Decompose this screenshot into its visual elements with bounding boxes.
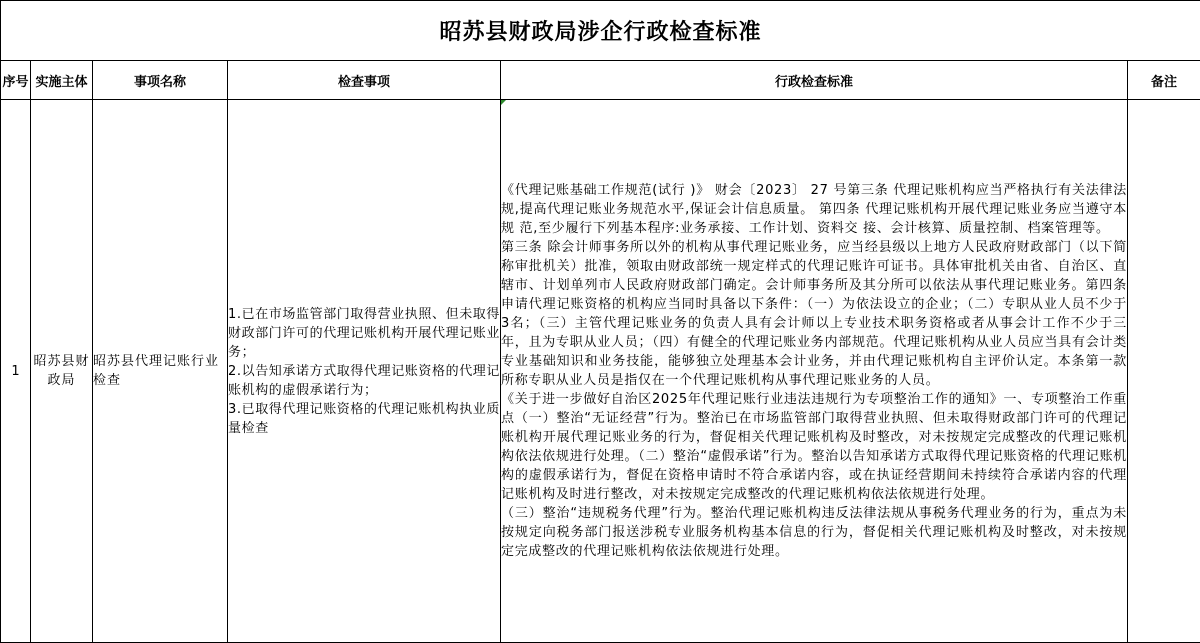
check-item: 2.以告知承诺方式取得代理记账资格的代理记账机构的虚假承诺行为； <box>228 363 501 398</box>
page-title: 昭苏县财政局涉企行政检查标准 <box>1 1 1200 61</box>
header-no: 序号 <box>1 61 31 100</box>
header-check-items: 检查事项 <box>228 61 501 100</box>
standard-paragraph: （三）整治“违规税务代理”行为。整治代理记账机构违反法律法规从事税务代理业务的行为，重点为未按规定向税务部门报送涉税专业服务机构基本信息的行为，督促相关代理记账机构及时整改，对未按规定完成整改的代理记账机构依法依规进行处理。 <box>501 506 1127 559</box>
header-standard: 行政检查标准 <box>501 61 1128 100</box>
standard-paragraph: 《关于进一步做好自治区2025年代理记账行业违法违规行为专项整治工作的通知》一、专项整治工作重点（一）整治“无证经营”行为。整治已在市场监管部门取得营业执照、但未取得财政部门许可的代理记账机构开展代理记账业务的行为，督促相关代理记账机构及时整改，对未按规定完成整改的代理记账机构依法依规进行处理。（二）整治“虚假承诺”行为。整治以告知承诺方式取得代理记账资格的代理记账机构的虚假承诺行为，督促在资格申请时不符合承诺内容，或在执证经营期间未持续符合承诺内容的代理记账机构及时进行整改，对未按规定完成整改的代理记账机构依法依规进行处理。 <box>501 392 1127 502</box>
header-remark: 备注 <box>1128 61 1200 100</box>
cell-no: 1 <box>1 100 31 643</box>
header-row <box>1 61 1200 100</box>
comment-marker-icon <box>501 100 506 105</box>
table-row <box>1 100 1200 643</box>
standard-paragraph: 《代理记账基础工作规范(试行 )》 财会〔2023〕 27 号第三条 代理记账机构应当严格执行有关法律法规,提高代理记账业务规范水平,保证会计信息质量。 第四条 代理记账机构开展代理记账业务应当遵守本规 范,至少履行下列基本程序:业务承接、工作计划、资料交 接、会计核算、质量控制、档案管理等。 <box>501 183 1127 236</box>
cell-subject: 昭苏县财政局 <box>31 100 93 643</box>
header-subject: 实施主体 <box>31 61 93 100</box>
check-item: 3.已取得代理记账资格的代理记账机构执业质量检查 <box>228 401 501 436</box>
title-row <box>1 1 1200 61</box>
header-item-name: 事项名称 <box>93 61 228 100</box>
cell-check-items <box>228 100 501 643</box>
cell-item-name: 昭苏县代理记账行业检查 <box>93 100 228 643</box>
cell-remark <box>1128 100 1200 643</box>
check-item: 1.已在市场监管部门取得营业执照、但未取得财政部门许可的代理记账机构开展代理记账业务； <box>228 306 501 360</box>
cell-standard <box>501 100 1128 643</box>
standard-paragraph: 第三条 除会计师事务所以外的机构从事代理记账业务，应当经县级以上地方人民政府财政部门（以下简称审批机关）批准，领取由财政部统一规定样式的代理记账许可证书。具体审批机关由省、自治区、直辖市、计划单列市人民政府财政部门确定。会计师事务所及其分所可以依法从事代理记账业务。第四条 申请代理记账资格的机构应当同时具备以下条件：（一）为依法设立的企业；（二）专职从业人员不少于3名；（三）主管代理记账业务的负责人具有会计师以上专业技术职务资格或者从事会计工作不少于三年，且为专职从业人员；（四）有健全的代理记账业务内部规范。代理记账机构从业人员应当具有会计类专业基础知识和业务技能，能够独立处理基本会计业务，并由代理记账机构自主评价认定。本条第一款所称专职从业人员是指仅在一个代理记账机构从事代理记账业务的人员。 <box>501 240 1127 388</box>
